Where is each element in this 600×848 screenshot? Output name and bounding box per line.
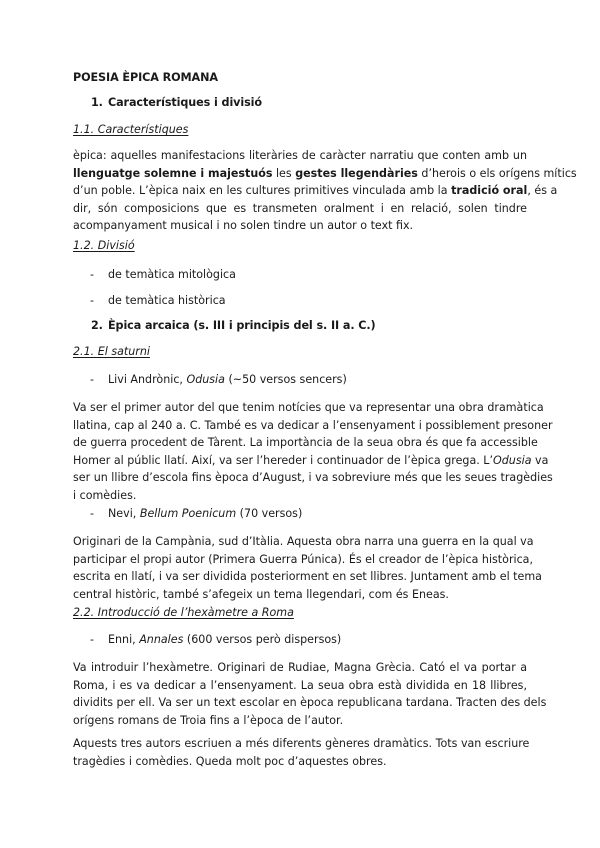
paragraph-line: tragèdies i comèdies. Queda molt poc d’aquestes obres. (73, 754, 387, 768)
bullet-marker: - (90, 268, 95, 281)
paragraph-line: Va introduir l’hexàmetre. Originari de Rudiae, Magna Grècia. Cató el va portar a (73, 661, 527, 674)
paragraph (73, 659, 547, 729)
paragraph (73, 533, 542, 603)
subsection-heading: 2.1. El saturni (73, 345, 150, 358)
bullet-marker: - (90, 507, 95, 520)
paragraph-line: ser un llibre d’escola fins època d’August, i va sobreviure més que les seues tragèdies (73, 471, 553, 484)
paragraph-line: de guerra procedent de Tàrent. La importància de la seua obra és que fa accessible (73, 436, 538, 449)
document-title: POESIA ÈPICA ROMANA (73, 71, 218, 84)
paragraph-line: llatina, cap al 240 a. C. També es va dedicar a l’ensenyament i possiblement presoner (73, 418, 553, 432)
section-heading: Característiques i divisió (108, 96, 262, 109)
work-title: Annales (139, 633, 184, 646)
paragraph (73, 399, 553, 504)
closing-paragraph (73, 735, 530, 770)
subsection-heading: 1.2. Divisió (73, 239, 135, 252)
bullet-marker: - (90, 373, 95, 386)
paragraph-line: central històric, també s’afegeix un tema llegendari, com és Eneas. (73, 587, 449, 601)
section-number: 2. (91, 319, 103, 332)
paragraph-line: i comèdies. (73, 488, 137, 502)
author-entry: Livi Andrònic, Odusia (~50 versos sencers) (108, 373, 347, 386)
paragraph-line: d’un poble. L’èpica naix en les cultures primitives vinculada amb la tradició oral, és a (73, 184, 558, 197)
bullet-marker: - (90, 633, 95, 646)
work-title: Odusia (186, 373, 225, 386)
paragraph (73, 147, 577, 235)
section-number: 1. (91, 96, 103, 109)
bold-term: tradició oral (451, 184, 528, 197)
subsection-heading: 2.2. Introducció de l’hexàmetre a Roma (73, 606, 294, 619)
bold-term: gestes llegendàries (295, 166, 418, 180)
paragraph-line: participar el propi autor (Primera Guerra Púnica). És el creador de l’èpica històrica, (73, 552, 534, 566)
bold-term: llenguatge solemne i majestuós (73, 166, 273, 180)
paragraph-line: Aquests tres autors escriuen a més diferents gèneres dramàtics. Tots van escriure (73, 737, 530, 750)
paragraph-line: Homer al públic llatí. Així, va ser l’hereder i continuador de l’èpica grega. L’Odusia va (73, 453, 549, 467)
paragraph-line: dir, són composicions que es transmeten oralment i en relació, solen tindre (73, 201, 527, 215)
paragraph-line: acompanyament musical i no solen tindre un autor o text fix. (73, 219, 414, 232)
paragraph-line: escrita en llatí, i va ser dividida posteriorment en set llibres. Juntament amb el tema (73, 570, 542, 583)
author-entry: Nevi, Bellum Poenicum (70 versos) (108, 507, 303, 520)
paragraph-line: dividits per ell. Va ser un text escolar en època republicana tardana. Tracten des dels (73, 696, 547, 709)
paragraph-line: Roma, i es va dedicar a l’ensenyament. La seua obra està dividida en 18 llibres, (73, 678, 527, 692)
paragraph-line: Originari de la Campània, sud d’Itàlia. Aquesta obra narra una guerra en la qual va (73, 535, 534, 548)
paragraph-line: orígens romans de Troia fins a l’època de l’autor. (73, 713, 344, 727)
work-title: Bellum Poenicum (139, 507, 237, 520)
list-item: de temàtica mitològica (108, 268, 236, 281)
work-title: Odusia (493, 453, 532, 467)
bullet-marker: - (90, 294, 95, 307)
author-entry: Enni, Annales (600 versos però dispersos) (108, 633, 342, 646)
paragraph-line: llenguatge solemne i majestuós les gestes llegendàries d’herois o els orígens mítics (73, 166, 577, 180)
section-heading: Èpica arcaica (s. III i principis del s. II a. C.) (108, 319, 376, 332)
subsection-heading: 1.1. Característiques (73, 123, 189, 136)
paragraph-line: Va ser el primer autor del que tenim notícies que va representar una obra dramàtica (73, 401, 544, 414)
paragraph-line: èpica: aquelles manifestacions literàries de caràcter narratiu que conten amb un (73, 149, 527, 162)
list-item: de temàtica històrica (108, 294, 226, 307)
